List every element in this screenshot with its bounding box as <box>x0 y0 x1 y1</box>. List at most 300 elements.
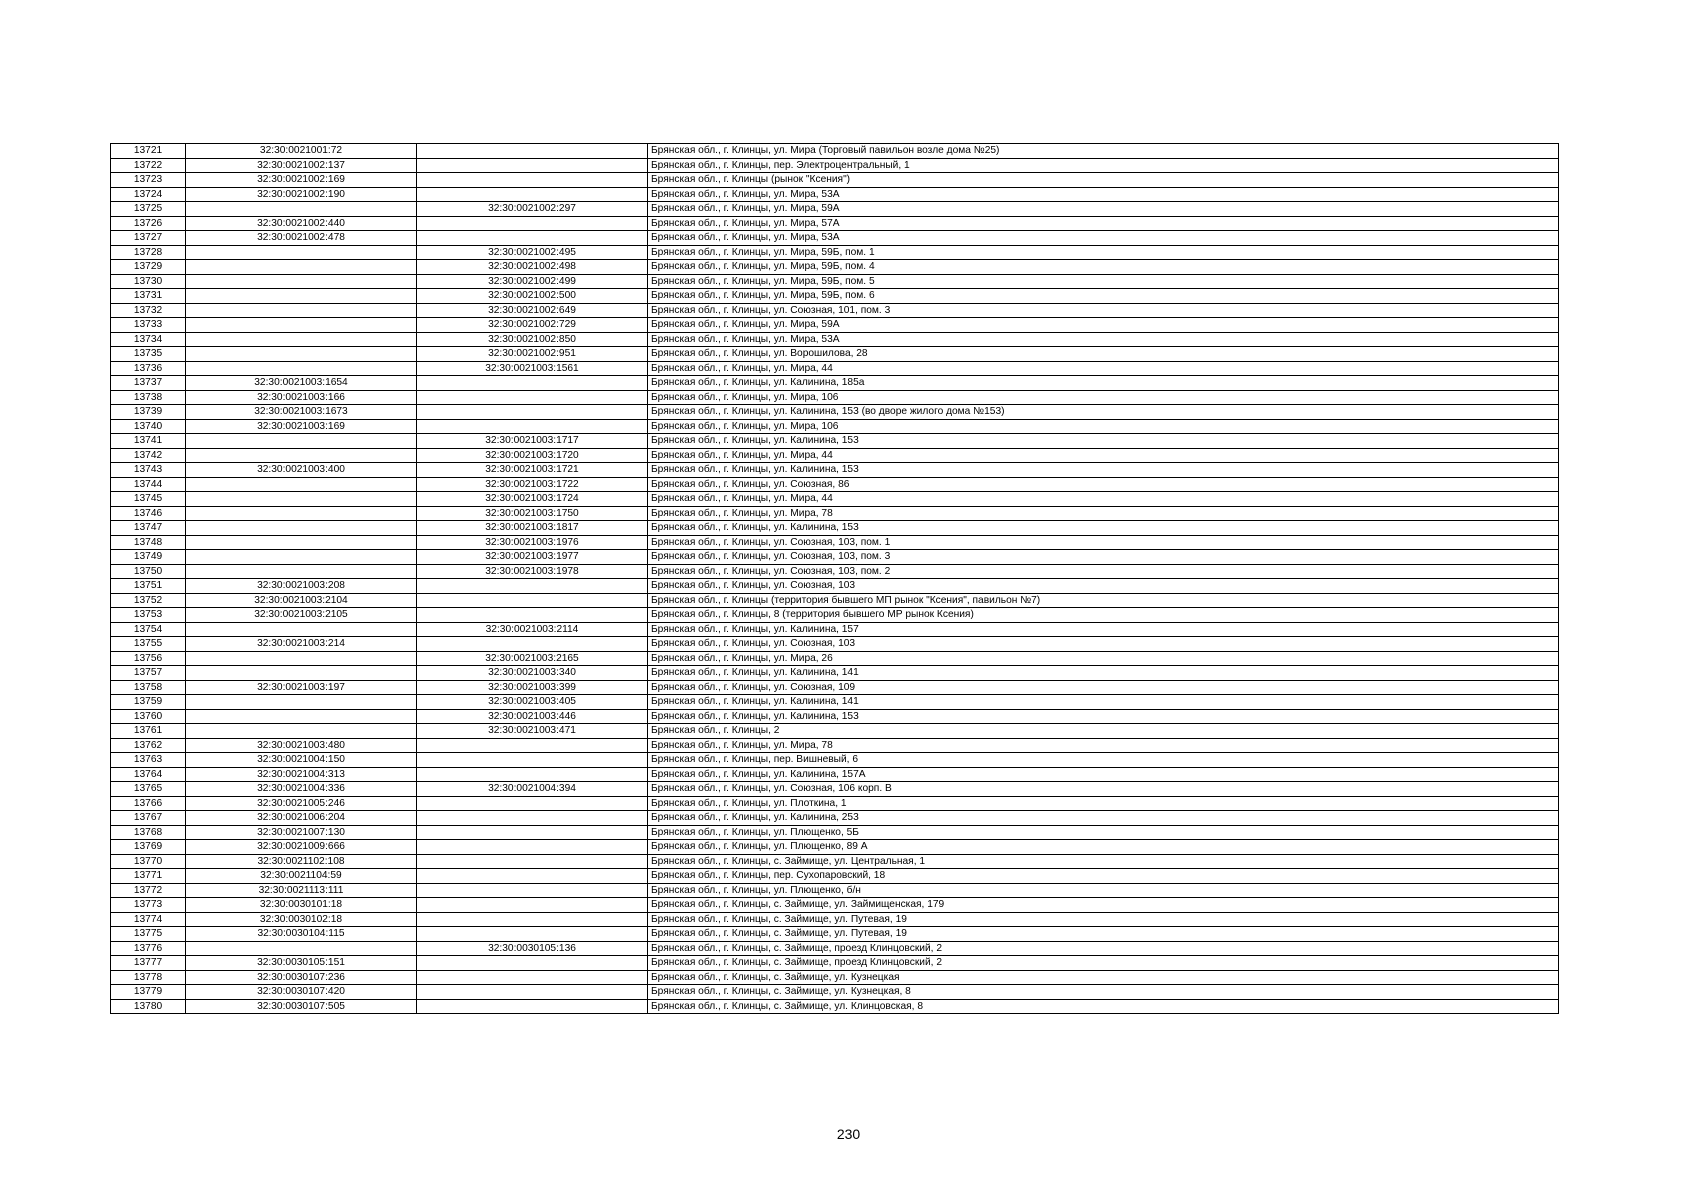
cadastral-number-cell: 32:30:0021003:1654 <box>186 376 417 391</box>
row-number-cell: 13754 <box>111 622 186 637</box>
address-cell: Брянская обл., г. Клинцы, ул. Мира, 26 <box>648 651 1559 666</box>
address-cell: Брянская обл., г. Клинцы, 8 (территория бывшего МР рынок Ксения) <box>648 608 1559 623</box>
row-number-cell: 13746 <box>111 506 186 521</box>
row-number-cell: 13757 <box>111 666 186 681</box>
table-row <box>111 840 1559 855</box>
cadastral-number-secondary-cell <box>417 840 648 855</box>
cadastral-number-cell: 32:30:0030107:420 <box>186 985 417 1000</box>
cadastral-number-cell: 32:30:0021002:137 <box>186 158 417 173</box>
row-number-cell: 13736 <box>111 361 186 376</box>
address-cell: Брянская обл., г. Клинцы, ул. Мира, 59Б, пом. 5 <box>648 274 1559 289</box>
cadastral-number-cell: 32:30:0021009:666 <box>186 840 417 855</box>
cadastral-number-cell: 32:30:0021003:480 <box>186 738 417 753</box>
address-cell: Брянская обл., г. Клинцы, ул. Мира, 53А <box>648 231 1559 246</box>
cadastral-number-secondary-cell: 32:30:0030105:136 <box>417 941 648 956</box>
row-number-cell: 13776 <box>111 941 186 956</box>
cadastral-number-cell: 32:30:0030107:505 <box>186 999 417 1014</box>
row-number-cell: 13722 <box>111 158 186 173</box>
cadastral-number-cell: 32:30:0021003:166 <box>186 390 417 405</box>
cadastral-number-secondary-cell: 32:30:0021003:1978 <box>417 564 648 579</box>
cadastral-number-cell <box>186 289 417 304</box>
address-cell: Брянская обл., г. Клинцы, ул. Мира, 53А <box>648 187 1559 202</box>
cadastral-number-cell <box>186 724 417 739</box>
cadastral-number-secondary-cell: 32:30:0021003:471 <box>417 724 648 739</box>
cadastral-number-cell <box>186 695 417 710</box>
cadastral-number-cell <box>186 318 417 333</box>
cadastral-number-secondary-cell: 32:30:0021003:1717 <box>417 434 648 449</box>
table-row <box>111 173 1559 188</box>
cadastral-number-secondary-cell <box>417 956 648 971</box>
cadastral-number-secondary-cell: 32:30:0021002:498 <box>417 260 648 275</box>
table-row <box>111 796 1559 811</box>
cadastral-number-secondary-cell: 32:30:0021003:2114 <box>417 622 648 637</box>
address-cell: Брянская обл., г. Клинцы, с. Займище, ул. Центральная, 1 <box>648 854 1559 869</box>
address-cell: Брянская обл., г. Клинцы, ул. Союзная, 86 <box>648 477 1559 492</box>
table-row <box>111 709 1559 724</box>
address-cell: Брянская обл., г. Клинцы, ул. Союзная, 103, пом. 1 <box>648 535 1559 550</box>
cadastral-number-cell: 32:30:0030105:151 <box>186 956 417 971</box>
cadastral-number-cell <box>186 550 417 565</box>
cadastral-number-secondary-cell: 32:30:0021002:729 <box>417 318 648 333</box>
cadastral-number-cell <box>186 622 417 637</box>
row-number-cell: 13752 <box>111 593 186 608</box>
cadastral-number-secondary-cell: 32:30:0021003:1561 <box>417 361 648 376</box>
cadastral-number-secondary-cell <box>417 419 648 434</box>
address-cell: Брянская обл., г. Клинцы, ул. Мира, 78 <box>648 738 1559 753</box>
cadastral-number-cell: 32:30:0021006:204 <box>186 811 417 826</box>
cadastral-number-secondary-cell: 32:30:0021003:399 <box>417 680 648 695</box>
address-cell: Брянская обл., г. Клинцы, 2 <box>648 724 1559 739</box>
cadastral-number-secondary-cell <box>417 912 648 927</box>
row-number-cell: 13744 <box>111 477 186 492</box>
row-number-cell: 13761 <box>111 724 186 739</box>
cadastral-number-cell: 32:30:0021104:59 <box>186 869 417 884</box>
table-row <box>111 666 1559 681</box>
cadastral-number-secondary-cell <box>417 608 648 623</box>
cadastral-number-cell: 32:30:0021003:208 <box>186 579 417 594</box>
address-cell: Брянская обл., г. Клинцы, ул. Мира, 59Б, пом. 4 <box>648 260 1559 275</box>
cadastral-number-secondary-cell <box>417 854 648 869</box>
cadastral-number-secondary-cell <box>417 187 648 202</box>
row-number-cell: 13726 <box>111 216 186 231</box>
table-row <box>111 303 1559 318</box>
cadastral-number-secondary-cell <box>417 999 648 1014</box>
cadastral-number-secondary-cell <box>417 753 648 768</box>
row-number-cell: 13734 <box>111 332 186 347</box>
address-cell: Брянская обл., г. Клинцы, ул. Союзная, 103, пом. 2 <box>648 564 1559 579</box>
row-number-cell: 13768 <box>111 825 186 840</box>
cadastral-number-secondary-cell <box>417 811 648 826</box>
cadastral-number-cell <box>186 260 417 275</box>
cadastral-number-cell: 32:30:0021004:150 <box>186 753 417 768</box>
table-row <box>111 158 1559 173</box>
table-row <box>111 477 1559 492</box>
cadastral-number-secondary-cell: 32:30:0021003:1976 <box>417 535 648 550</box>
cadastral-number-cell <box>186 651 417 666</box>
address-cell: Брянская обл., г. Клинцы, ул. Союзная, 109 <box>648 680 1559 695</box>
table-row <box>111 680 1559 695</box>
address-cell: Брянская обл., г. Клинцы, ул. Калинина, 153 <box>648 463 1559 478</box>
cadastral-number-cell <box>186 535 417 550</box>
address-cell: Брянская обл., г. Клинцы, ул. Калинина, 157 <box>648 622 1559 637</box>
table-row <box>111 506 1559 521</box>
cadastral-number-secondary-cell <box>417 825 648 840</box>
address-cell: Брянская обл., г. Клинцы, пер. Электроцентральный, 1 <box>648 158 1559 173</box>
row-number-cell: 13748 <box>111 535 186 550</box>
row-number-cell: 13771 <box>111 869 186 884</box>
row-number-cell: 13738 <box>111 390 186 405</box>
table-row <box>111 274 1559 289</box>
cadastral-number-secondary-cell <box>417 927 648 942</box>
table-row <box>111 970 1559 985</box>
address-cell: Брянская обл., г. Клинцы, ул. Союзная, 106 корп. В <box>648 782 1559 797</box>
cadastral-number-secondary-cell <box>417 883 648 898</box>
cadastral-number-cell: 32:30:0021102:108 <box>186 854 417 869</box>
address-cell: Брянская обл., г. Клинцы, ул. Калинина, 153 <box>648 434 1559 449</box>
cadastral-number-cell: 32:30:0021007:130 <box>186 825 417 840</box>
table-row <box>111 521 1559 536</box>
row-number-cell: 13758 <box>111 680 186 695</box>
row-number-cell: 13762 <box>111 738 186 753</box>
row-number-cell: 13766 <box>111 796 186 811</box>
address-cell: Брянская обл., г. Клинцы, с. Займище, ул. Путевая, 19 <box>648 927 1559 942</box>
address-cell: Брянская обл., г. Клинцы, ул. Мира, 53А <box>648 332 1559 347</box>
cadastral-number-secondary-cell: 32:30:0021003:340 <box>417 666 648 681</box>
table-row <box>111 898 1559 913</box>
row-number-cell: 13745 <box>111 492 186 507</box>
cadastral-number-cell <box>186 274 417 289</box>
address-cell: Брянская обл., г. Клинцы, с. Займище, проезд Клинцовский, 2 <box>648 941 1559 956</box>
cadastral-number-cell: 32:30:0030101:18 <box>186 898 417 913</box>
row-number-cell: 13751 <box>111 579 186 594</box>
row-number-cell: 13737 <box>111 376 186 391</box>
cadastral-number-cell: 32:30:0021002:440 <box>186 216 417 231</box>
cadastral-number-secondary-cell <box>417 405 648 420</box>
row-number-cell: 13753 <box>111 608 186 623</box>
table-row <box>111 405 1559 420</box>
table-row <box>111 289 1559 304</box>
table-row <box>111 318 1559 333</box>
table-row <box>111 245 1559 260</box>
address-cell: Брянская обл., г. Клинцы, ул. Мира, 78 <box>648 506 1559 521</box>
cadastral-number-cell: 32:30:0030107:236 <box>186 970 417 985</box>
row-number-cell: 13730 <box>111 274 186 289</box>
table-row <box>111 144 1559 159</box>
row-number-cell: 13760 <box>111 709 186 724</box>
table-row <box>111 869 1559 884</box>
table-row <box>111 434 1559 449</box>
cadastral-number-cell <box>186 347 417 362</box>
cadastral-number-secondary-cell <box>417 869 648 884</box>
cadastral-number-secondary-cell: 32:30:0021003:1722 <box>417 477 648 492</box>
cadastral-number-cell <box>186 521 417 536</box>
address-cell: Брянская обл., г. Клинцы, ул. Плющенко, 89 А <box>648 840 1559 855</box>
address-cell: Брянская обл., г. Клинцы, с. Займище, ул. Путевая, 19 <box>648 912 1559 927</box>
table-row <box>111 332 1559 347</box>
cadastral-number-secondary-cell <box>417 898 648 913</box>
address-cell: Брянская обл., г. Клинцы (территория бывшего МП рынок "Ксения", павильон №7) <box>648 593 1559 608</box>
address-cell: Брянская обл., г. Клинцы, ул. Союзная, 101, пом. 3 <box>648 303 1559 318</box>
cadastral-number-secondary-cell: 32:30:0021002:297 <box>417 202 648 217</box>
address-cell: Брянская обл., г. Клинцы, ул. Мира, 59А <box>648 202 1559 217</box>
table-row <box>111 216 1559 231</box>
table-row <box>111 724 1559 739</box>
cadastral-number-secondary-cell: 32:30:0021002:649 <box>417 303 648 318</box>
cadastral-number-secondary-cell <box>417 579 648 594</box>
cadastral-number-cell <box>186 303 417 318</box>
table-row <box>111 738 1559 753</box>
row-number-cell: 13756 <box>111 651 186 666</box>
row-number-cell: 13725 <box>111 202 186 217</box>
table-row <box>111 811 1559 826</box>
row-number-cell: 13723 <box>111 173 186 188</box>
cadastral-number-cell: 32:30:0030102:18 <box>186 912 417 927</box>
table-row <box>111 608 1559 623</box>
cadastral-number-secondary-cell: 32:30:0021003:446 <box>417 709 648 724</box>
table-row <box>111 593 1559 608</box>
cadastral-number-cell <box>186 448 417 463</box>
property-table <box>110 143 1559 1014</box>
table-row <box>111 463 1559 478</box>
row-number-cell: 13770 <box>111 854 186 869</box>
row-number-cell: 13731 <box>111 289 186 304</box>
address-cell: Брянская обл., г. Клинцы, ул. Мира, 59Б, пом. 1 <box>648 245 1559 260</box>
cadastral-number-secondary-cell: 32:30:0021003:1750 <box>417 506 648 521</box>
address-cell: Брянская обл., г. Клинцы, ул. Калинина, 253 <box>648 811 1559 826</box>
cadastral-number-secondary-cell: 32:30:0021002:850 <box>417 332 648 347</box>
table-body <box>111 144 1559 1014</box>
row-number-cell: 13780 <box>111 999 186 1014</box>
row-number-cell: 13765 <box>111 782 186 797</box>
row-number-cell: 13755 <box>111 637 186 652</box>
row-number-cell: 13749 <box>111 550 186 565</box>
cadastral-number-cell: 32:30:0021003:197 <box>186 680 417 695</box>
address-cell: Брянская обл., г. Клинцы, ул. Калинина, 153 <box>648 709 1559 724</box>
table-row <box>111 622 1559 637</box>
row-number-cell: 13743 <box>111 463 186 478</box>
row-number-cell: 13750 <box>111 564 186 579</box>
row-number-cell: 13733 <box>111 318 186 333</box>
table-row <box>111 492 1559 507</box>
cadastral-number-cell: 32:30:0021003:1673 <box>186 405 417 420</box>
address-cell: Брянская обл., г. Клинцы, ул. Калинина, 185а <box>648 376 1559 391</box>
row-number-cell: 13777 <box>111 956 186 971</box>
cadastral-number-cell: 32:30:0021003:400 <box>186 463 417 478</box>
cadastral-number-secondary-cell <box>417 173 648 188</box>
cadastral-number-secondary-cell: 32:30:0021003:405 <box>417 695 648 710</box>
address-cell: Брянская обл., г. Клинцы, ул. Мира, 59Б, пом. 6 <box>648 289 1559 304</box>
cadastral-number-cell <box>186 434 417 449</box>
address-cell: Брянская обл., г. Клинцы, ул. Союзная, 103 <box>648 637 1559 652</box>
cadastral-number-secondary-cell: 32:30:0021003:1720 <box>417 448 648 463</box>
cadastral-number-cell: 32:30:0030104:115 <box>186 927 417 942</box>
address-cell: Брянская обл., г. Клинцы, ул. Союзная, 103, пом. 3 <box>648 550 1559 565</box>
cadastral-number-secondary-cell: 32:30:0021003:1977 <box>417 550 648 565</box>
table-row <box>111 695 1559 710</box>
cadastral-number-cell <box>186 564 417 579</box>
cadastral-number-cell: 32:30:0021003:2105 <box>186 608 417 623</box>
cadastral-number-secondary-cell: 32:30:0021003:1721 <box>417 463 648 478</box>
cadastral-number-cell: 32:30:0021002:478 <box>186 231 417 246</box>
table-row <box>111 767 1559 782</box>
table-row <box>111 231 1559 246</box>
cadastral-number-secondary-cell <box>417 738 648 753</box>
address-cell: Брянская обл., г. Клинцы, ул. Мира (Торговый павильон возле дома №25) <box>648 144 1559 159</box>
address-cell: Брянская обл., г. Клинцы, ул. Плющенко, б/н <box>648 883 1559 898</box>
cadastral-number-secondary-cell <box>417 970 648 985</box>
address-cell: Брянская обл., г. Клинцы, ул. Союзная, 103 <box>648 579 1559 594</box>
table-row <box>111 202 1559 217</box>
table-row <box>111 361 1559 376</box>
row-number-cell: 13747 <box>111 521 186 536</box>
cadastral-number-secondary-cell <box>417 390 648 405</box>
address-cell: Брянская обл., г. Клинцы, ул. Мира, 44 <box>648 448 1559 463</box>
cadastral-number-cell <box>186 332 417 347</box>
cadastral-number-cell <box>186 477 417 492</box>
table-row <box>111 347 1559 362</box>
table-row <box>111 825 1559 840</box>
cadastral-number-secondary-cell: 32:30:0021002:499 <box>417 274 648 289</box>
cadastral-number-secondary-cell: 32:30:0021002:500 <box>417 289 648 304</box>
cadastral-number-cell: 32:30:0021002:169 <box>186 173 417 188</box>
cadastral-number-cell <box>186 202 417 217</box>
address-cell: Брянская обл., г. Клинцы, с. Займище, ул. Кузнецкая, 8 <box>648 985 1559 1000</box>
row-number-cell: 13773 <box>111 898 186 913</box>
row-number-cell: 13721 <box>111 144 186 159</box>
table-row <box>111 637 1559 652</box>
address-cell: Брянская обл., г. Клинцы, с. Займище, ул. Клинцовская, 8 <box>648 999 1559 1014</box>
cadastral-number-secondary-cell <box>417 231 648 246</box>
address-cell: Брянская обл., г. Клинцы, ул. Мира, 59А <box>648 318 1559 333</box>
row-number-cell: 13763 <box>111 753 186 768</box>
address-cell: Брянская обл., г. Клинцы, ул. Калинина, 141 <box>648 695 1559 710</box>
cadastral-number-cell: 32:30:0021001:72 <box>186 144 417 159</box>
cadastral-number-cell: 32:30:0021003:169 <box>186 419 417 434</box>
row-number-cell: 13769 <box>111 840 186 855</box>
table-row <box>111 985 1559 1000</box>
table-row <box>111 941 1559 956</box>
cadastral-number-cell <box>186 506 417 521</box>
address-cell: Брянская обл., г. Клинцы, ул. Мира, 106 <box>648 419 1559 434</box>
cadastral-number-secondary-cell <box>417 796 648 811</box>
cadastral-number-secondary-cell: 32:30:0021004:394 <box>417 782 648 797</box>
table-row <box>111 999 1559 1014</box>
cadastral-number-secondary-cell: 32:30:0021002:951 <box>417 347 648 362</box>
cadastral-number-secondary-cell: 32:30:0021003:2165 <box>417 651 648 666</box>
cadastral-number-cell: 32:30:0021003:214 <box>186 637 417 652</box>
cadastral-number-secondary-cell <box>417 637 648 652</box>
table-row <box>111 390 1559 405</box>
row-number-cell: 13728 <box>111 245 186 260</box>
cadastral-number-secondary-cell <box>417 158 648 173</box>
cadastral-number-secondary-cell: 32:30:0021003:1817 <box>417 521 648 536</box>
address-cell: Брянская обл., г. Клинцы, ул. Калинина, 157А <box>648 767 1559 782</box>
row-number-cell: 13724 <box>111 187 186 202</box>
row-number-cell: 13774 <box>111 912 186 927</box>
cadastral-number-secondary-cell <box>417 985 648 1000</box>
cadastral-number-cell: 32:30:0021003:2104 <box>186 593 417 608</box>
table-row <box>111 782 1559 797</box>
address-cell: Брянская обл., г. Клинцы, ул. Плоткина, 1 <box>648 796 1559 811</box>
cadastral-number-secondary-cell: 32:30:0021003:1724 <box>417 492 648 507</box>
row-number-cell: 13729 <box>111 260 186 275</box>
address-cell: Брянская обл., г. Клинцы, ул. Плющенко, 5Б <box>648 825 1559 840</box>
row-number-cell: 13732 <box>111 303 186 318</box>
cadastral-number-cell <box>186 709 417 724</box>
address-cell: Брянская обл., г. Клинцы, ул. Мира, 44 <box>648 492 1559 507</box>
table-row <box>111 956 1559 971</box>
address-cell: Брянская обл., г. Клинцы, с. Займище, ул. Кузнецкая <box>648 970 1559 985</box>
cadastral-number-cell <box>186 941 417 956</box>
cadastral-number-secondary-cell <box>417 216 648 231</box>
cadastral-number-cell <box>186 666 417 681</box>
cadastral-number-cell: 32:30:0021002:190 <box>186 187 417 202</box>
cadastral-number-cell <box>186 245 417 260</box>
row-number-cell: 13735 <box>111 347 186 362</box>
row-number-cell: 13767 <box>111 811 186 826</box>
table-row <box>111 535 1559 550</box>
address-cell: Брянская обл., г. Клинцы, ул. Мира, 57А <box>648 216 1559 231</box>
row-number-cell: 13727 <box>111 231 186 246</box>
address-cell: Брянская обл., г. Клинцы (рынок "Ксения") <box>648 173 1559 188</box>
address-cell: Брянская обл., г. Клинцы, с. Займище, ул. Займищенская, 179 <box>648 898 1559 913</box>
address-cell: Брянская обл., г. Клинцы, с. Займище, проезд Клинцовский, 2 <box>648 956 1559 971</box>
cadastral-number-cell <box>186 492 417 507</box>
cadastral-number-secondary-cell <box>417 593 648 608</box>
table-row <box>111 854 1559 869</box>
row-number-cell: 13764 <box>111 767 186 782</box>
address-cell: Брянская обл., г. Клинцы, пер. Вишневый, 6 <box>648 753 1559 768</box>
row-number-cell: 13740 <box>111 419 186 434</box>
table-row <box>111 448 1559 463</box>
address-cell: Брянская обл., г. Клинцы, пер. Сухопаровский, 18 <box>648 869 1559 884</box>
table-row <box>111 564 1559 579</box>
row-number-cell: 13779 <box>111 985 186 1000</box>
cadastral-number-secondary-cell <box>417 376 648 391</box>
table-row <box>111 419 1559 434</box>
cadastral-number-secondary-cell <box>417 144 648 159</box>
table-row <box>111 651 1559 666</box>
cadastral-number-cell <box>186 361 417 376</box>
cadastral-number-cell: 32:30:0021004:313 <box>186 767 417 782</box>
row-number-cell: 13778 <box>111 970 186 985</box>
address-cell: Брянская обл., г. Клинцы, ул. Калинина, 141 <box>648 666 1559 681</box>
cadastral-number-cell: 32:30:0021004:336 <box>186 782 417 797</box>
address-cell: Брянская обл., г. Клинцы, ул. Ворошилова, 28 <box>648 347 1559 362</box>
table-row <box>111 260 1559 275</box>
table-row <box>111 912 1559 927</box>
table-row <box>111 550 1559 565</box>
cadastral-number-secondary-cell: 32:30:0021002:495 <box>417 245 648 260</box>
table-row <box>111 579 1559 594</box>
table-row <box>111 883 1559 898</box>
row-number-cell: 13772 <box>111 883 186 898</box>
page-number: 230 <box>836 1126 861 1142</box>
row-number-cell: 13759 <box>111 695 186 710</box>
cadastral-number-cell: 32:30:0021005:246 <box>186 796 417 811</box>
address-cell: Брянская обл., г. Клинцы, ул. Калинина, 153 <box>648 521 1559 536</box>
table-row <box>111 376 1559 391</box>
row-number-cell: 13739 <box>111 405 186 420</box>
address-cell: Брянская обл., г. Клинцы, ул. Мира, 44 <box>648 361 1559 376</box>
cadastral-number-cell: 32:30:0021113:111 <box>186 883 417 898</box>
table-row <box>111 753 1559 768</box>
address-cell: Брянская обл., г. Клинцы, ул. Мира, 106 <box>648 390 1559 405</box>
table-row <box>111 187 1559 202</box>
address-cell: Брянская обл., г. Клинцы, ул. Калинина, 153 (во дворе жилого дома №153) <box>648 405 1559 420</box>
row-number-cell: 13742 <box>111 448 186 463</box>
table-row <box>111 927 1559 942</box>
